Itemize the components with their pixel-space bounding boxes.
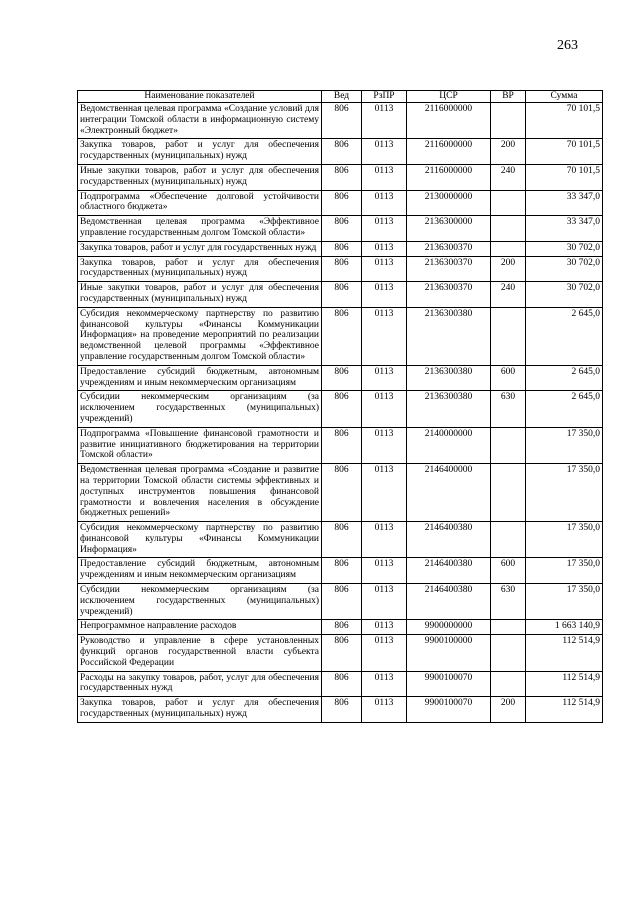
cell-name: Субсидия некоммерческому партнерству по развитию финансовой культуры «Финансы Коммуникации Информация» на проведение мероприятий по реализации ведомственной целевой программы «Эффективное управление государственным долгом Томской области» bbox=[78, 307, 322, 365]
header-ved: Вед bbox=[322, 91, 362, 103]
cell-rzpr: 0113 bbox=[362, 391, 407, 427]
table-row bbox=[78, 307, 603, 365]
cell-ved: 806 bbox=[322, 307, 362, 365]
cell-csr: 2146400380 bbox=[407, 558, 491, 584]
table-row bbox=[78, 365, 603, 391]
cell-ved: 806 bbox=[322, 671, 362, 697]
cell-sum: 70 101,5 bbox=[526, 164, 603, 190]
cell-sum: 30 702,0 bbox=[526, 282, 603, 308]
cell-sum: 112 514,9 bbox=[526, 697, 603, 723]
cell-sum: 112 514,9 bbox=[526, 635, 603, 671]
cell-vr: 240 bbox=[491, 164, 526, 190]
cell-rzpr: 0113 bbox=[362, 256, 407, 282]
cell-ved: 806 bbox=[322, 365, 362, 391]
cell-sum: 2 645,0 bbox=[526, 391, 603, 427]
cell-vr: 240 bbox=[491, 282, 526, 308]
cell-csr: 2136300370 bbox=[407, 241, 491, 256]
cell-vr bbox=[491, 522, 526, 558]
cell-csr: 9900100070 bbox=[407, 697, 491, 723]
cell-sum: 30 702,0 bbox=[526, 241, 603, 256]
cell-vr: 600 bbox=[491, 558, 526, 584]
cell-vr: 200 bbox=[491, 139, 526, 165]
header-name: Наименование показателей bbox=[78, 91, 322, 103]
cell-ved: 806 bbox=[322, 190, 362, 216]
header-sum: Сумма bbox=[526, 91, 603, 103]
table-header-row bbox=[78, 91, 603, 103]
cell-rzpr: 0113 bbox=[362, 103, 407, 139]
cell-csr: 2140000000 bbox=[407, 427, 491, 463]
cell-sum: 1 663 140,9 bbox=[526, 620, 603, 635]
cell-rzpr: 0113 bbox=[362, 584, 407, 620]
cell-csr: 2146400380 bbox=[407, 584, 491, 620]
cell-name: Субсидии некоммерческим организациям (за исключением государственных (муниципальных) учреждений) bbox=[78, 391, 322, 427]
cell-name: Ведомственная целевая программа «Создание условий для интеграции Томской области в информационную систему «Электронный бюджет» bbox=[78, 103, 322, 139]
page-number: 263 bbox=[557, 38, 578, 53]
cell-ved: 806 bbox=[322, 697, 362, 723]
cell-name: Предоставление субсидий бюджетным, автономным учреждениям и иным некоммерческим организациям bbox=[78, 365, 322, 391]
cell-name: Подпрограмма «Обеспечение долговой устойчивости областного бюджета» bbox=[78, 190, 322, 216]
table-row bbox=[78, 164, 603, 190]
cell-ved: 806 bbox=[322, 241, 362, 256]
cell-rzpr: 0113 bbox=[362, 307, 407, 365]
table-row bbox=[78, 427, 603, 463]
cell-rzpr: 0113 bbox=[362, 190, 407, 216]
cell-rzpr: 0113 bbox=[362, 522, 407, 558]
cell-vr bbox=[491, 635, 526, 671]
cell-rzpr: 0113 bbox=[362, 635, 407, 671]
cell-rzpr: 0113 bbox=[362, 365, 407, 391]
cell-name: Иные закупки товаров, работ и услуг для обеспечения государственных (муниципальных) нужд bbox=[78, 164, 322, 190]
cell-ved: 806 bbox=[322, 256, 362, 282]
cell-csr: 2136300370 bbox=[407, 256, 491, 282]
cell-name: Закупка товаров, работ и услуг для обеспечения государственных (муниципальных) нужд bbox=[78, 256, 322, 282]
cell-csr: 2116000000 bbox=[407, 164, 491, 190]
cell-rzpr: 0113 bbox=[362, 241, 407, 256]
header-vr: ВР bbox=[491, 91, 526, 103]
cell-ved: 806 bbox=[322, 558, 362, 584]
cell-csr: 2136300380 bbox=[407, 365, 491, 391]
cell-sum: 17 350,0 bbox=[526, 427, 603, 463]
cell-ved: 806 bbox=[322, 391, 362, 427]
cell-vr bbox=[491, 103, 526, 139]
cell-name: Подпрограмма «Повышение финансовой грамотности и развитие инициативного бюджетирования на территории Томской области» bbox=[78, 427, 322, 463]
table-row bbox=[78, 256, 603, 282]
cell-ved: 806 bbox=[322, 164, 362, 190]
cell-vr: 200 bbox=[491, 256, 526, 282]
cell-name: Ведомственная целевая программа «Эффективное управление государственным долгом Томской области» bbox=[78, 216, 322, 242]
cell-rzpr: 0113 bbox=[362, 671, 407, 697]
table-row bbox=[78, 391, 603, 427]
cell-sum: 17 350,0 bbox=[526, 558, 603, 584]
cell-csr: 9900100000 bbox=[407, 635, 491, 671]
cell-rzpr: 0113 bbox=[362, 282, 407, 308]
header-rzpr: РзПР bbox=[362, 91, 407, 103]
cell-rzpr: 0113 bbox=[362, 464, 407, 522]
table-row bbox=[78, 103, 603, 139]
table-body bbox=[78, 103, 603, 723]
cell-csr: 2146400380 bbox=[407, 522, 491, 558]
cell-csr: 2136300370 bbox=[407, 282, 491, 308]
table-row bbox=[78, 139, 603, 165]
cell-sum: 33 347,0 bbox=[526, 216, 603, 242]
table-row bbox=[78, 282, 603, 308]
cell-vr bbox=[491, 620, 526, 635]
cell-csr: 2136300000 bbox=[407, 216, 491, 242]
cell-csr: 2116000000 bbox=[407, 103, 491, 139]
cell-vr bbox=[491, 464, 526, 522]
table-row bbox=[78, 558, 603, 584]
cell-name: Субсидия некоммерческому партнерству по развитию финансовой культуры «Финансы Коммуникации Информация» bbox=[78, 522, 322, 558]
table-row bbox=[78, 620, 603, 635]
cell-sum: 17 350,0 bbox=[526, 584, 603, 620]
cell-sum: 33 347,0 bbox=[526, 190, 603, 216]
cell-name: Предоставление субсидий бюджетным, автономным учреждениям и иным некоммерческим организациям bbox=[78, 558, 322, 584]
cell-vr: 630 bbox=[491, 391, 526, 427]
cell-sum: 70 101,5 bbox=[526, 103, 603, 139]
cell-name: Закупка товаров, работ и услуг для обеспечения государственных (муниципальных) нужд bbox=[78, 139, 322, 165]
cell-sum: 70 101,5 bbox=[526, 139, 603, 165]
cell-name: Непрограммное направление расходов bbox=[78, 620, 322, 635]
cell-vr bbox=[491, 190, 526, 216]
cell-name: Закупка товаров, работ и услуг для государственных нужд bbox=[78, 241, 322, 256]
cell-ved: 806 bbox=[322, 282, 362, 308]
cell-ved: 806 bbox=[322, 139, 362, 165]
cell-csr: 2130000000 bbox=[407, 190, 491, 216]
cell-vr bbox=[491, 427, 526, 463]
cell-sum: 112 514,9 bbox=[526, 671, 603, 697]
cell-rzpr: 0113 bbox=[362, 620, 407, 635]
cell-rzpr: 0113 bbox=[362, 697, 407, 723]
cell-rzpr: 0113 bbox=[362, 139, 407, 165]
cell-sum: 17 350,0 bbox=[526, 522, 603, 558]
cell-vr bbox=[491, 307, 526, 365]
cell-name: Расходы на закупку товаров, работ, услуг для обеспечения государственных нужд bbox=[78, 671, 322, 697]
cell-csr: 2116000000 bbox=[407, 139, 491, 165]
cell-sum: 17 350,0 bbox=[526, 464, 603, 522]
cell-sum: 30 702,0 bbox=[526, 256, 603, 282]
cell-vr: 200 bbox=[491, 697, 526, 723]
cell-vr bbox=[491, 671, 526, 697]
cell-rzpr: 0113 bbox=[362, 558, 407, 584]
cell-csr: 2146400000 bbox=[407, 464, 491, 522]
budget-table bbox=[77, 90, 603, 723]
table-row bbox=[78, 635, 603, 671]
cell-vr: 600 bbox=[491, 365, 526, 391]
cell-name: Руководство и управление в сфере установленных функций органов государственной власти субъекта Российской Федерации bbox=[78, 635, 322, 671]
cell-ved: 806 bbox=[322, 620, 362, 635]
cell-sum: 2 645,0 bbox=[526, 307, 603, 365]
cell-csr: 9900100070 bbox=[407, 671, 491, 697]
cell-rzpr: 0113 bbox=[362, 216, 407, 242]
table-row bbox=[78, 464, 603, 522]
cell-rzpr: 0113 bbox=[362, 164, 407, 190]
cell-vr: 630 bbox=[491, 584, 526, 620]
table-row bbox=[78, 190, 603, 216]
cell-ved: 806 bbox=[322, 464, 362, 522]
cell-ved: 806 bbox=[322, 522, 362, 558]
cell-name: Ведомственная целевая программа «Создание и развитие на территории Томской области системы эффективных и доступных инструментов повышения финансовой грамотности и вовлечения населения в обсуждение бюджетных решений» bbox=[78, 464, 322, 522]
table-row bbox=[78, 241, 603, 256]
cell-vr bbox=[491, 241, 526, 256]
table-row bbox=[78, 522, 603, 558]
cell-ved: 806 bbox=[322, 635, 362, 671]
cell-name: Закупка товаров, работ и услуг для обеспечения государственных (муниципальных) нужд bbox=[78, 697, 322, 723]
cell-ved: 806 bbox=[322, 216, 362, 242]
cell-name: Субсидии некоммерческим организациям (за исключением государственных (муниципальных) учреждений) bbox=[78, 584, 322, 620]
cell-vr bbox=[491, 216, 526, 242]
cell-sum: 2 645,0 bbox=[526, 365, 603, 391]
cell-ved: 806 bbox=[322, 103, 362, 139]
cell-ved: 806 bbox=[322, 427, 362, 463]
cell-rzpr: 0113 bbox=[362, 427, 407, 463]
header-csr: ЦСР bbox=[407, 91, 491, 103]
table-row bbox=[78, 584, 603, 620]
table-row bbox=[78, 697, 603, 723]
cell-csr: 2136300380 bbox=[407, 307, 491, 365]
table-row bbox=[78, 216, 603, 242]
cell-ved: 806 bbox=[322, 584, 362, 620]
cell-csr: 9900000000 bbox=[407, 620, 491, 635]
table-row bbox=[78, 671, 603, 697]
cell-csr: 2136300380 bbox=[407, 391, 491, 427]
cell-name: Иные закупки товаров, работ и услуг для обеспечения государственных (муниципальных) нужд bbox=[78, 282, 322, 308]
